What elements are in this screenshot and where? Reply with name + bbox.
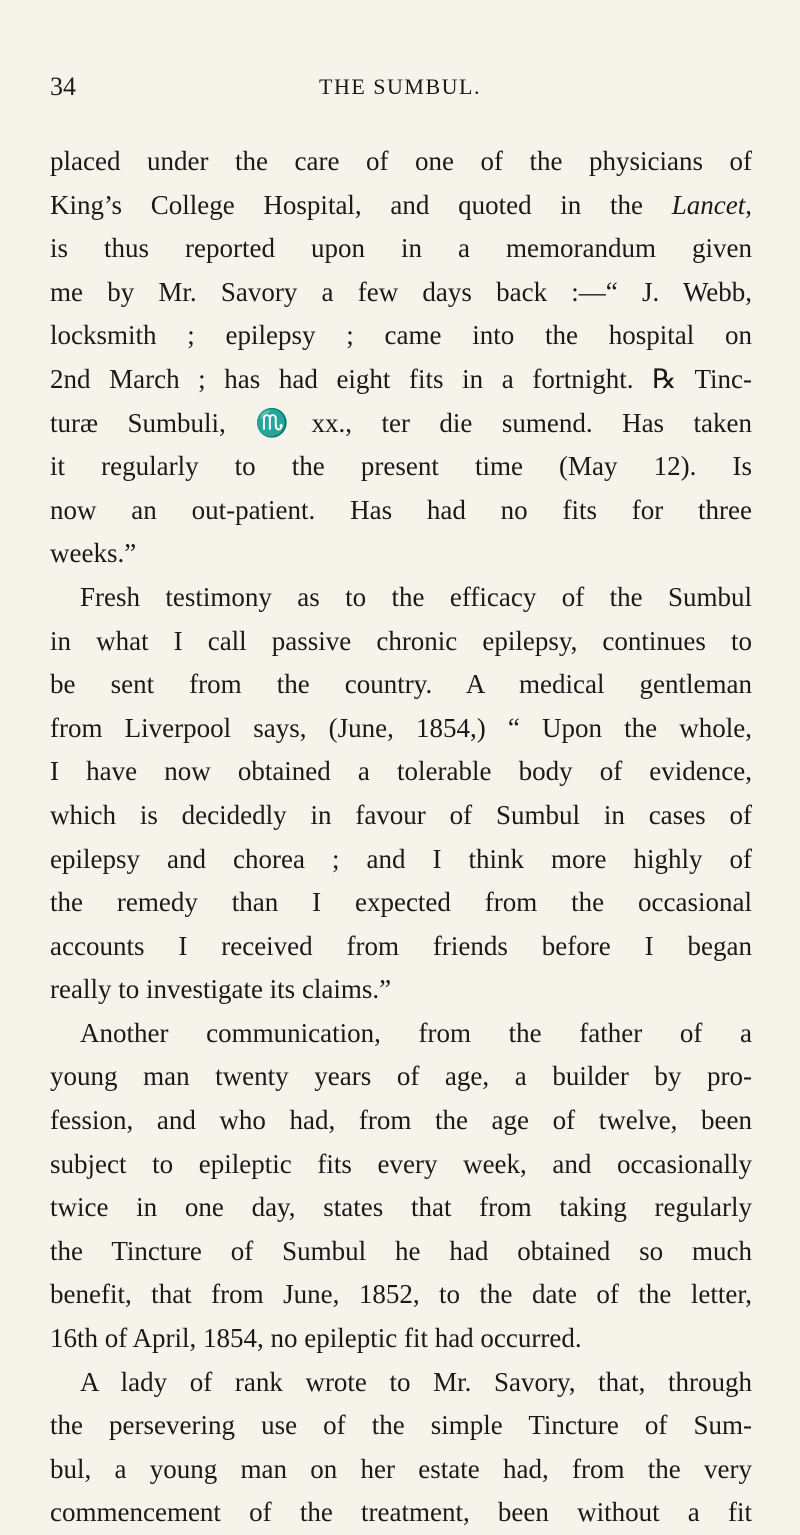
text-line: Fresh testimony as to the efficacy of the Sumbul [80,581,752,612]
text-line: now an out-patient. Has had no fits for three [50,494,752,525]
text-line: be sent from the country. A medical gentleman [50,669,752,700]
text-line: is thus reported upon in a memorandum given [50,233,752,264]
text-line: from Liverpool says, (June, 1854,) “ Upon the whole, [50,712,752,743]
text-line: it regularly to the present time (May 12). Is [50,451,752,482]
text-line: 16th of April, 1854, no epileptic fit had occurred. [50,1323,582,1354]
text-line: in what I call passive chronic epilepsy, continues to [50,625,752,656]
text-line: turæ Sumbuli, ♏xx., ter die sumend. Has taken [50,407,752,438]
running-title: THE SUMBUL. [319,74,481,99]
text-line: fession, and who had, from the age of twelve, been [50,1105,752,1136]
text-line: young man twenty years of age, a builder by pro- [50,1061,752,1092]
text-line: A lady of rank wrote to Mr. Savory, that, through [80,1366,752,1397]
text-line: placed under the care of one of the physicians of [50,146,752,176]
text-line: the Tincture of Sumbul he had obtained so much [50,1235,752,1266]
text-line: which is decidedly in favour of Sumbul in cases of [50,799,752,830]
text-line: really to investigate its claims.” [50,974,392,1005]
text-line: bul, a young man on her estate had, from the very [50,1453,752,1484]
text-line: weeks.” [50,538,137,569]
text-line: Another communication, from the father of a [80,1017,752,1048]
text-line: I have now obtained a tolerable body of evidence, [50,756,752,787]
text-line: the persevering use of the simple Tincture of Sum- [50,1410,752,1441]
text-line: 2nd March ; has had eight fits in a fortnight. ℞ Tinc- [50,363,752,394]
body-text [50,140,752,1535]
text-line: benefit, that from June, 1852, to the date of the letter, [50,1279,752,1310]
text-line: me by Mr. Savory a few days back :—“ J. Webb, [50,276,752,307]
text-line: locksmith ; epilepsy ; came into the hospital on [50,320,752,351]
text-line: commencement of the treatment, been without a fit [50,1497,752,1528]
text-line: accounts I received from friends before I began [50,930,752,961]
text-line: King’s College Hospital, and quoted in the Lancet, [50,189,752,220]
running-head [50,72,750,112]
text-line: twice in one day, states that from taking regularly [50,1192,752,1223]
text-line: epilepsy and chorea ; and I think more highly of [50,843,752,874]
page-number: 34 [50,72,76,101]
text-line: the remedy than I expected from the occasional [50,887,752,918]
text-line: subject to epileptic fits every week, and occasionally [50,1148,752,1179]
